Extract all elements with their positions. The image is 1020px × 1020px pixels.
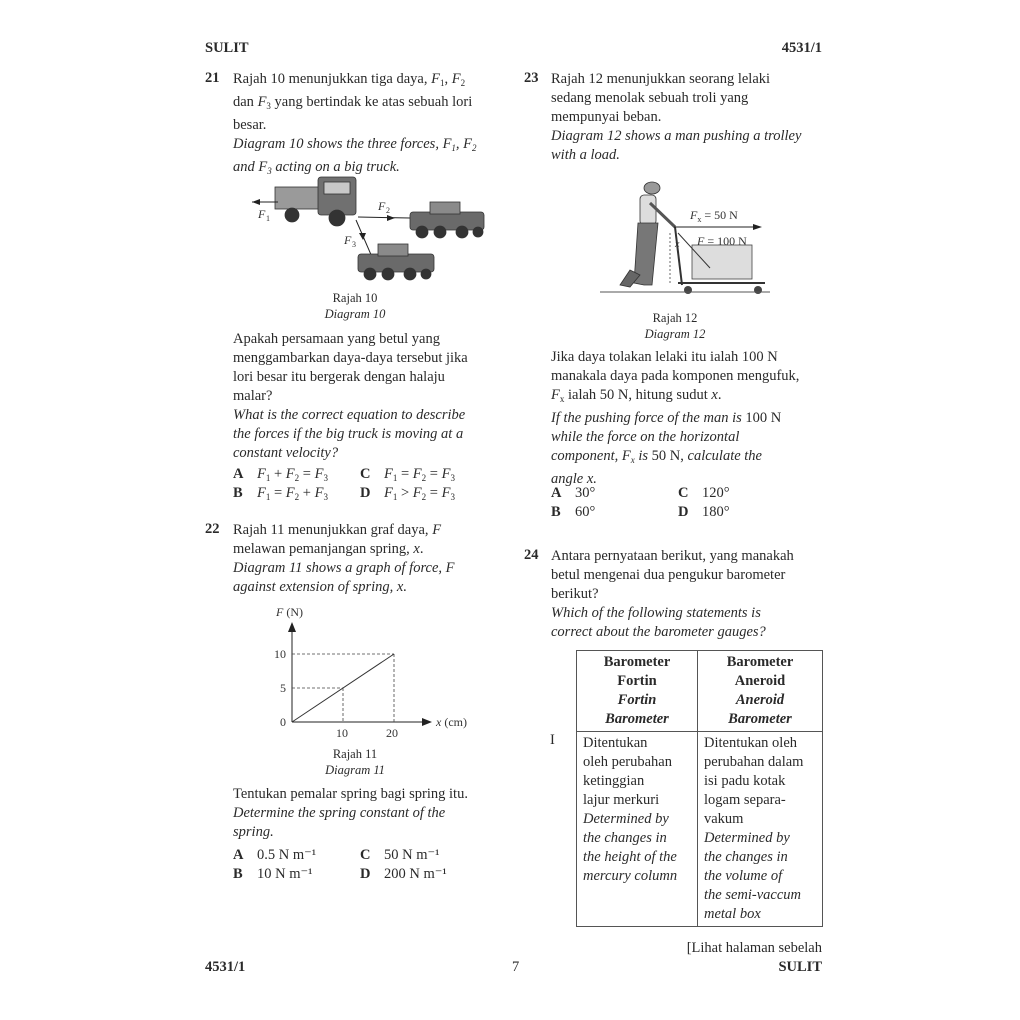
svg-text:10: 10 bbox=[274, 647, 286, 661]
option-c[interactable]: C 120° bbox=[678, 485, 730, 501]
man-pushing-icon bbox=[620, 182, 675, 287]
diagram-caption: Rajah 11 Diagram 11 bbox=[325, 747, 385, 777]
cell-aneroid-row1: Ditentukan oleh perubahan dalam isi padu kotak logam separa- vakum Determined by the changes in the volume of the semi-vaccum metal box bbox=[698, 732, 823, 927]
svg-text:20: 20 bbox=[386, 726, 398, 740]
footer-right: SULIT bbox=[778, 959, 822, 975]
question-prompt: Jika daya tolakan lelaki itu ialah 100 N manakala daya pada komponen mengufuk, $F_x$ ialah 50 N, hitung sudut x. If the pushing force of the man is 100 N while the force on the horizontal component, $F_x$ is 50 N, calculate the angle x. bbox=[551, 349, 800, 487]
question-text: Antara pernyataan berikut, yang manakah betul mengenai dua pengukur barometer berikut? Which of the following statements is correct about the barometer gauges? bbox=[551, 548, 794, 640]
svg-text:2: 2 bbox=[386, 206, 390, 215]
option-c[interactable]: C $F_1 = F_2 = F_3$ bbox=[360, 466, 455, 483]
option-a[interactable]: A 30° bbox=[551, 485, 596, 501]
question-text-ms: Rajah 10 menunjukkan tiga daya, $F_1$, $F_2$ dan $F_3$ yang bertindak ke atas sebuah lori besar. Diagram 10 shows the three forces, $F_1$, $F_2$ and $F_3$ acting on a big truck. bbox=[233, 71, 477, 176]
svg-text:F: F bbox=[344, 233, 352, 247]
footer-note: [Lihat halaman sebelah bbox=[686, 940, 822, 956]
question-number: 22 bbox=[205, 521, 220, 537]
question-prompt: Tentukan pemalar spring bagi spring itu. Determine the spring constant of the spring. bbox=[233, 786, 468, 840]
header-aneroid: Barometer Aneroid Aneroid Barometer bbox=[698, 651, 823, 732]
option-d[interactable]: D 200 N m⁻¹ bbox=[360, 866, 447, 882]
question-number: 23 bbox=[524, 70, 539, 86]
option-d[interactable]: D $F_1 > F_2 = F_3$ bbox=[360, 485, 455, 502]
pickup-truck-icon bbox=[358, 244, 434, 280]
svg-text:F = 100 N: F = 100 N bbox=[697, 234, 747, 248]
trolley-diagram bbox=[600, 175, 780, 300]
option-a[interactable]: A $F_1 + F_2 = F_3$ bbox=[233, 466, 328, 483]
header-left: SULIT bbox=[205, 40, 249, 56]
question-number: 21 bbox=[205, 70, 220, 86]
option-c[interactable]: C 50 N m⁻¹ bbox=[360, 847, 440, 863]
option-b[interactable]: B 10 N m⁻¹ bbox=[233, 866, 313, 882]
diagram-caption: Rajah 10 Diagram 10 bbox=[324, 291, 386, 321]
svg-text:F: F bbox=[378, 199, 386, 213]
svg-text:3: 3 bbox=[352, 240, 356, 249]
row-label: I bbox=[550, 732, 555, 748]
svg-text:10: 10 bbox=[336, 726, 348, 740]
svg-text:5: 5 bbox=[280, 681, 286, 695]
header-fortin: Barometer Fortin Fortin Barometer bbox=[577, 651, 698, 732]
option-b[interactable]: B $F_1 = F_2 + F_3$ bbox=[233, 485, 328, 502]
force-extension-graph bbox=[260, 600, 480, 740]
option-b[interactable]: B 60° bbox=[551, 504, 596, 520]
big-truck-icon bbox=[275, 177, 356, 226]
question-number: 24 bbox=[524, 547, 539, 563]
svg-text:F: F bbox=[258, 207, 266, 221]
svg-text:F (N): F (N) bbox=[276, 605, 304, 619]
svg-text:Fx = 50 N: $F_x = 50$ N bbox=[690, 208, 738, 224]
svg-text:0: 0 bbox=[280, 715, 286, 729]
diagram-caption: Rajah 12 Diagram 12 bbox=[644, 311, 706, 341]
header-right: 4531/1 bbox=[781, 40, 822, 56]
svg-text:x: x bbox=[675, 239, 680, 250]
barometer-table bbox=[576, 650, 823, 927]
footer-left: 4531/1 bbox=[205, 959, 246, 975]
page-number: 7 bbox=[512, 959, 520, 975]
question-text: Rajah 11 menunjukkan graf daya, F melawan pemanjangan spring, x. Diagram 11 shows a graph of force, F against extension of spring, x. bbox=[233, 522, 455, 595]
option-a[interactable]: A 0.5 N m⁻¹ bbox=[233, 847, 317, 863]
option-d[interactable]: D 180° bbox=[678, 504, 730, 520]
cell-fortin-row1: Ditentukan oleh perubahan ketinggian lajur merkuri Determined by the changes in the height of the mercury column bbox=[577, 732, 698, 927]
svg-text:x (cm): x (cm) bbox=[436, 715, 467, 729]
load-box-icon bbox=[692, 245, 752, 279]
svg-text:1: 1 bbox=[266, 214, 270, 223]
truck-forces-diagram bbox=[240, 172, 500, 284]
question-prompt: Apakah persamaan yang betul yang menggambarkan daya-daya tersebut jika lori besar itu bergerak dengan halaju malar? What is the correct equation to describe the forces if the big truck is moving at a constant velocity? bbox=[233, 331, 468, 461]
pickup-truck-icon bbox=[410, 202, 484, 238]
question-text: Rajah 12 menunjukkan seorang lelaki sedang menolak sebuah troli yang mempunyai beban. Diagram 12 shows a man pushing a trolley with a load. bbox=[551, 71, 802, 163]
